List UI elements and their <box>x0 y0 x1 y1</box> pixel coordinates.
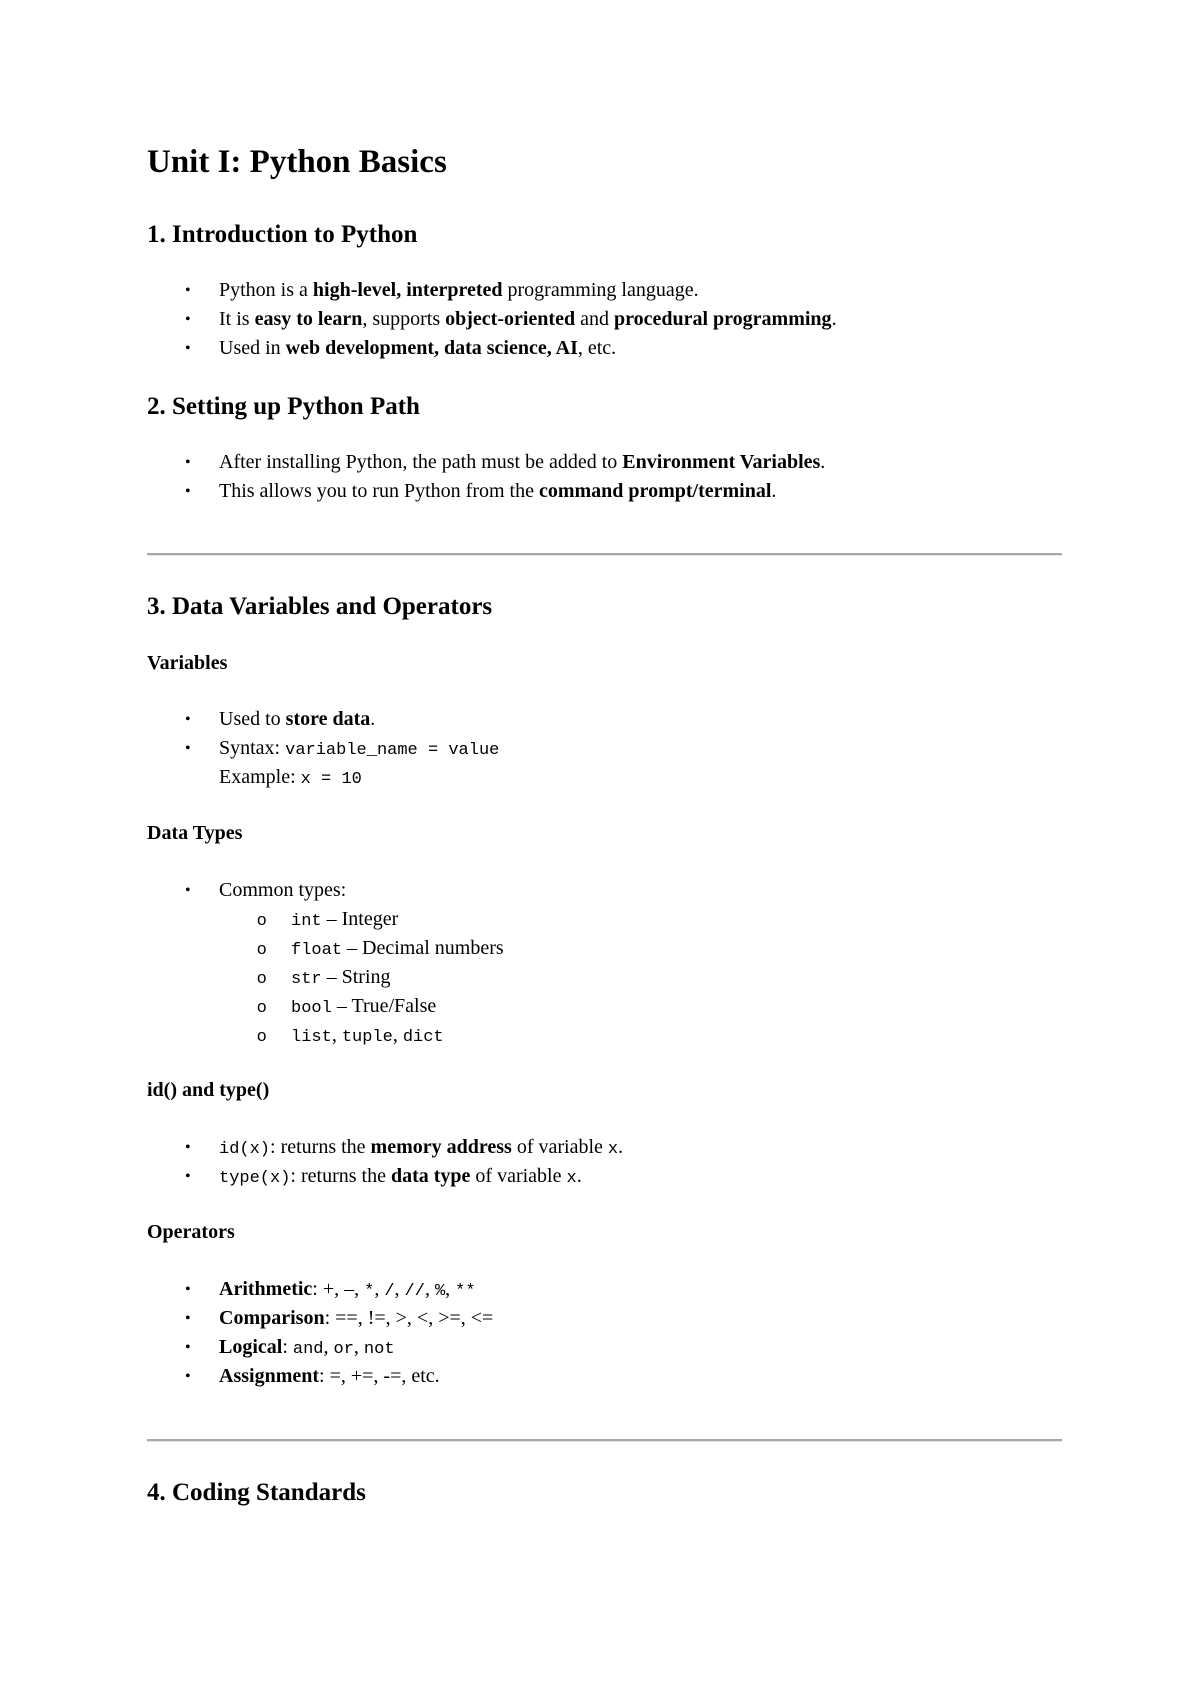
bullet-icon: • <box>185 1281 191 1298</box>
bullet-icon: • <box>185 454 191 471</box>
section-heading-data: 3. Data Variables and Operators <box>147 593 493 620</box>
horizontal-rule <box>147 553 1062 556</box>
bullet-icon: • <box>185 1310 191 1327</box>
circle-bullet-icon: o <box>257 910 267 929</box>
list-item: • This allows you to run Python from the command prompt/terminal. <box>147 477 1062 506</box>
bullet-icon: • <box>185 282 191 299</box>
list-item: • Arithmetic: +, –, *, /, //, %, ** <box>147 1275 1062 1304</box>
bullet-icon: • <box>185 1368 191 1385</box>
list-item: • After installing Python, the path must be added to Environment Variables. <box>147 448 1062 477</box>
operators-list <box>147 1275 1062 1391</box>
syntax-code: variable_name = value <box>285 741 500 760</box>
list-item: • Used in web development, data science, AI, etc. <box>147 334 1062 363</box>
list-item: • type(x): returns the data type of variable x. <box>147 1162 1062 1191</box>
bullet-icon: • <box>185 311 191 328</box>
sublist-item: o int – Integer <box>147 905 1062 934</box>
subheading-id-type: id() and type() <box>147 1079 270 1101</box>
path-list <box>147 448 1062 506</box>
horizontal-rule <box>147 1439 1062 1442</box>
sublist-item: o list, tuple, dict <box>147 1021 1062 1050</box>
list-item: • Assignment: =, +=, -=, etc. <box>147 1362 1062 1391</box>
bullet-icon: • <box>185 1139 191 1156</box>
list-item: • Used to store data. <box>147 705 1062 734</box>
bullet-icon: • <box>185 1168 191 1185</box>
list-item: • Comparison: ==, !=, >, <, >=, <= <box>147 1304 1062 1333</box>
subheading-variables: Variables <box>147 652 228 674</box>
circle-bullet-icon: o <box>257 968 267 987</box>
bullet-icon: • <box>185 711 191 728</box>
bullet-icon: • <box>185 1339 191 1356</box>
id-type-list <box>147 1133 1062 1191</box>
data-types-sublist <box>219 905 1062 1050</box>
section-heading-coding: 4. Coding Standards <box>147 1479 366 1506</box>
variables-list <box>147 705 1062 792</box>
list-item: • Logical: and, or, not <box>147 1333 1062 1362</box>
section-heading-path: 2. Setting up Python Path <box>147 393 420 420</box>
page-title: Unit I: Python Basics <box>147 144 447 180</box>
circle-bullet-icon: o <box>257 939 267 958</box>
subheading-data-types: Data Types <box>147 822 243 844</box>
list-item: • Syntax: variable_name = value Example: x = 10 <box>147 734 1062 792</box>
sublist-item: o str – String <box>147 963 1062 992</box>
bullet-icon: • <box>185 882 191 899</box>
intro-list <box>147 276 1062 363</box>
bullet-icon: • <box>185 740 191 757</box>
list-item: • id(x): returns the memory address of variable x. <box>147 1133 1062 1162</box>
circle-bullet-icon: o <box>257 1026 267 1045</box>
sublist-item: o bool – True/False <box>147 992 1062 1021</box>
list-item: • Common types: o int – Integer o float – Decimal numbers o str – String o bool – True/False o list, tuple, dict <box>147 876 1062 1050</box>
circle-bullet-icon: o <box>257 997 267 1016</box>
list-item: • Python is a high-level, interpreted programming language. <box>147 276 1062 305</box>
example-code: x = 10 <box>300 770 362 789</box>
subheading-operators: Operators <box>147 1221 235 1243</box>
bullet-icon: • <box>185 483 191 500</box>
data-types-list <box>147 876 1062 1050</box>
list-item: • It is easy to learn, supports object-oriented and procedural programming. <box>147 305 1062 334</box>
sublist-item: o float – Decimal numbers <box>147 934 1062 963</box>
section-heading-intro: 1. Introduction to Python <box>147 221 418 248</box>
bullet-icon: • <box>185 340 191 357</box>
